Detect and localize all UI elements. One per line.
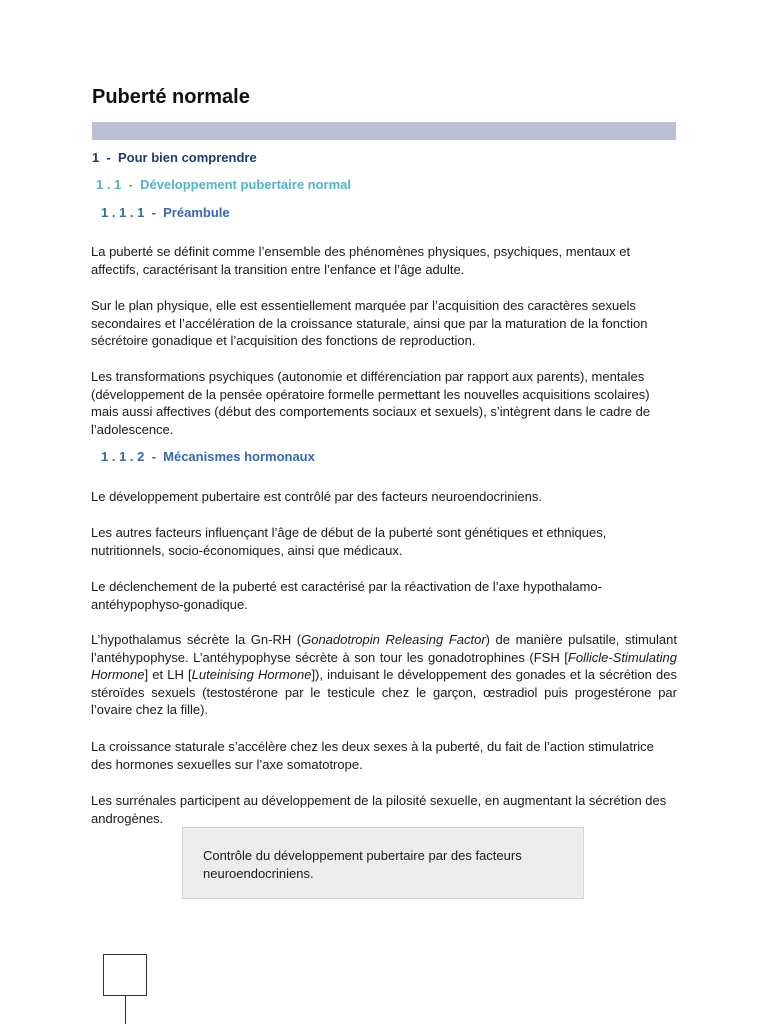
term-fsh: Follicle-Stimulating Hormone <box>91 649 677 683</box>
text-segment: L’hypothalamus sécrète la Gn-RH ( <box>91 632 302 647</box>
text-segment: ]), induisant le développement des gonades et la sécrétion des stéroïdes sexuels (testostérone par le testicule chez le garçon, œstradiol puis progestérone par l’ovaire chez la fille). <box>91 667 678 718</box>
section-heading-1-1: 1 . 1 - Développement pubertaire normal <box>96 177 352 192</box>
term-gnrh: Gonadotropin Releasing Factor <box>301 632 486 647</box>
paragraph-hypothalamus <box>91 631 677 719</box>
paragraph-physical: Sur le plan physique, elle est essentiellement marquée par l’acquisition des caractères sexuels secondaires et l’accélération de la croissance staturale, ainsi que par la maturation de la fonction sécrétoire gonadique et l’acquisition des fonctions de reproduction. <box>91 298 648 349</box>
page-title: Puberté normale <box>92 86 250 108</box>
section-heading-1-1-1: 1 . 1 . 1 - Préambule <box>101 205 230 220</box>
page-corner-box <box>103 954 147 996</box>
paragraph-growth: La croissance staturale s’accélère chez les deux sexes à la puberté, du fait de l’action stimulatrice des hormones sexuelles sur l’axe somatotrope. <box>91 739 654 772</box>
summary-note-text: Contrôle du développement pubertaire par des facteurs neuroendocriniens. <box>203 848 522 881</box>
text-segment: ] et LH [ <box>144 667 192 683</box>
paragraph-adrenals: Les surrénales participent au développement de la pilosité sexuelle, en augmentant la sécrétion des androgènes. <box>91 793 667 826</box>
paragraph-definition: La puberté se définit comme l’ensemble des phénomènes physiques, psychiques, mentaux et affectifs, caractérisant la transition entre l’enfance et l’âge adulte. <box>91 244 631 277</box>
paragraph-axis-reactivation: Le déclenchement de la puberté est caractérisé par la réactivation de l’axe hypothalamo-antéhypophyso-gonadique. <box>91 579 602 612</box>
paragraph-other-factors: Les autres facteurs influençant l’âge de début de la puberté sont génétiques et ethniques, nutritionnels, socio-économiques, ainsi que médicaux. <box>91 525 607 558</box>
term-lh: Luteinising Hormone <box>191 667 312 683</box>
text-segment: ) de manière pulsatile, stimulant l’antéhypophyse. L’antéhypophyse sécrète à son tour les gonadotrophines (FSH [ <box>91 632 677 665</box>
title-divider-bar <box>92 122 676 140</box>
page-corner-line <box>125 996 126 1024</box>
paragraph-neuroendocrine: Le développement pubertaire est contrôlé par des facteurs neuroendocriniens. <box>91 489 542 504</box>
section-heading-1: 1 - Pour bien comprendre <box>92 150 257 165</box>
summary-note-box <box>182 827 584 899</box>
section-heading-1-1-2: 1 . 1 . 2 - Mécanismes hormonaux <box>101 449 315 464</box>
paragraph-psychic: Les transformations psychiques (autonomie et différenciation par rapport aux parents), mentales (développement de la pensée opératoire formelle permettant les nouvelles acquisitions scolaires) mais aussi affectives (début des comportements sociaux et sexuels), s’intègrent dans le cadre de l’adolescence. <box>91 369 651 437</box>
